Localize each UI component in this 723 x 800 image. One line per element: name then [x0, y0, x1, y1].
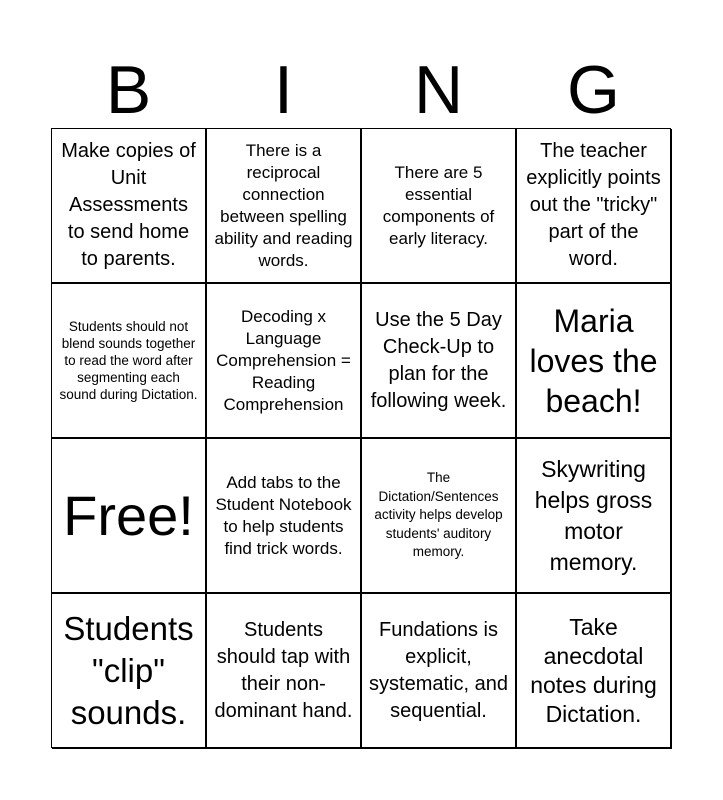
bingo-cell-r4c1[interactable] [52, 594, 207, 749]
title-letter-n: N [413, 52, 464, 128]
bingo-cell-r1c4[interactable] [517, 129, 672, 284]
bingo-cell-text: Students should not blend sounds together to read the word after segmenting each sound during Dictation. [59, 319, 198, 402]
bingo-cell-text: Students should tap with their non-dominant hand. [214, 618, 353, 722]
bingo-cell-text: The teacher explicitly points out the "tricky" part of the word. [526, 140, 661, 270]
bingo-cell-r1c2[interactable] [207, 129, 362, 284]
bingo-cell-r3c1[interactable] [52, 439, 207, 594]
bingo-cell-r4c3[interactable] [362, 594, 517, 749]
bingo-cell-r1c1[interactable] [52, 129, 207, 284]
bingo-cell-r3c2[interactable] [207, 439, 362, 594]
bingo-cell-text: Free! [63, 483, 194, 547]
bingo-cell-r3c4[interactable] [517, 439, 672, 594]
bingo-cell-text: Maria loves the beach! [529, 302, 658, 419]
bingo-cell-text: The Dictation/Sentences activity helps develop students' auditory memory. [374, 470, 503, 560]
bingo-cell-r4c2[interactable] [207, 594, 362, 749]
bingo-cell-text: Skywriting helps gross motor memory. [534, 455, 653, 575]
bingo-cell-r3c3[interactable] [362, 439, 517, 594]
bingo-cell-text: Decoding x Language Comprehension = Reading Comprehension [216, 306, 351, 414]
bingo-board [51, 128, 671, 748]
title-letter-b: B [105, 52, 152, 128]
bingo-cell-text: Add tabs to the Student Notebook to help students find trick words. [215, 472, 352, 558]
bingo-cell-text: Use the 5 Day Check-Up to plan for the following week. [370, 308, 507, 412]
bingo-cell-r2c2[interactable] [207, 284, 362, 439]
bingo-cell-r1c3[interactable] [362, 129, 517, 284]
bingo-cell-text: There are 5 essential components of early literacy. [382, 162, 495, 248]
bingo-cell-r4c4[interactable] [517, 594, 672, 749]
bingo-cell-text: Students "clip" sounds. [63, 609, 194, 731]
title-letter-i: I [274, 52, 293, 128]
title-letter-g: G [567, 52, 620, 128]
bingo-cell-r2c1[interactable] [52, 284, 207, 439]
bingo-title [51, 52, 671, 128]
bingo-cell-text: Take anecdotal notes during Dictation. [530, 613, 657, 727]
bingo-cell-text: There is a reciprocal connection between spelling ability and reading words. [214, 140, 353, 270]
bingo-cell-r2c4[interactable] [517, 284, 672, 439]
bingo-cell-text: Fundations is explicit, systematic, and sequential. [369, 618, 508, 722]
bingo-cell-r2c3[interactable] [362, 284, 517, 439]
bingo-cell-text: Make copies of Unit Assessments to send home to parents. [61, 140, 196, 270]
